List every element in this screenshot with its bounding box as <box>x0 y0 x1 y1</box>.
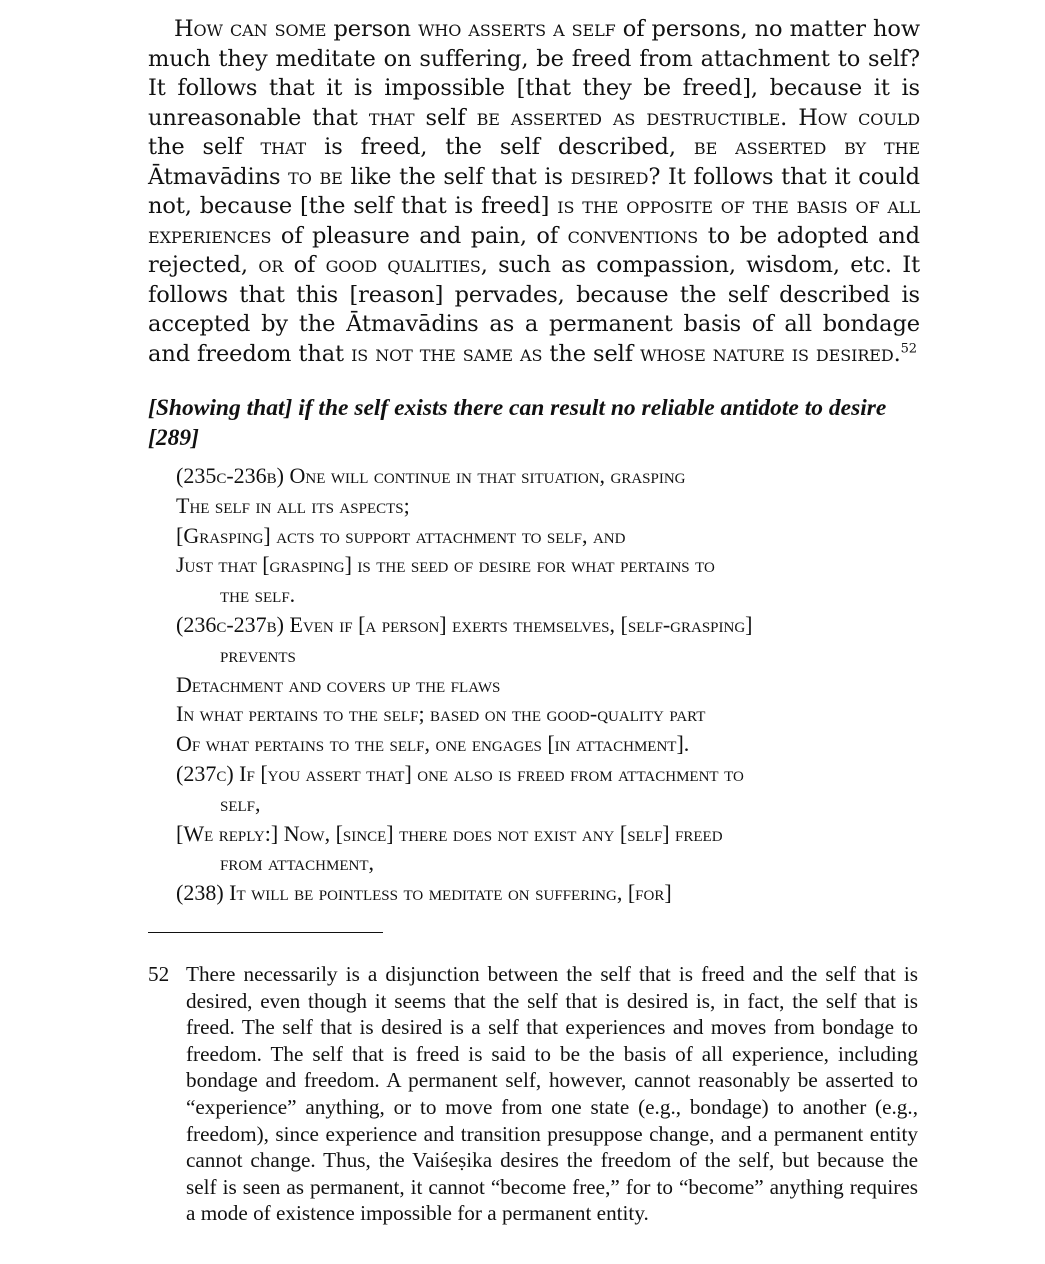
verse-line <box>176 759 916 819</box>
emphasis-text: to be <box>288 163 343 190</box>
body-text: of pleasure and pain, of <box>280 222 559 249</box>
body-text: ? It follows that it could not, because [the self that is freed] <box>148 163 920 219</box>
emphasis-text: who asserts a self <box>418 16 616 42</box>
footnote-divider <box>148 932 383 933</box>
verse-line <box>176 521 916 551</box>
verse-line <box>176 729 916 759</box>
section-heading: [Showing that] if the self exists there can result no reliable antidote to desire [289] <box>148 395 887 451</box>
emphasis-text: is not the same as <box>351 340 543 367</box>
verse-text: The self in all its aspects; <box>176 492 410 518</box>
verse-line <box>176 699 916 729</box>
emphasis-text: conventions <box>567 222 699 249</box>
body-text: of <box>293 252 316 278</box>
verse-block <box>176 461 916 908</box>
emphasis-text: desired <box>570 163 649 190</box>
verse-label: (236c-237b) <box>176 611 284 637</box>
verse-text: One will continue in that situation, grasping <box>289 463 686 488</box>
footnote-text: There necessarily is a disjunction between the self that is freed and the self that is desired, even though it seems that the self that is desired is, in fact, the self that is freed. The self that is desired is a self that experiences and moves from bondage to freedom. The self that is freed is said to be the basis of all experience, including bondage and freedom. A permanent self, however, cannot reasonably be asserted to “experience” anything, or to move from one state (e.g., bondage) to another (e.g., freedom), since experience and transition presuppose change, and a permanent entity cannot change. Thus, the Vaiśeṣika desires the freedom of the self, but because the self is seen as permanent, it cannot “become free,” for to “become” anything requires a mode of existence impossible for a permanent entity. <box>186 962 918 1226</box>
emphasis-text: or <box>258 252 284 278</box>
emphasis-text: good qualities, <box>325 252 488 278</box>
body-text: the self <box>549 340 634 367</box>
body-text: such as compassion, wisdom, etc. It follows that this [reason] pervades, because the self described is accepted by the Ātmavādins as a permanent basis of all bondage and freedom that <box>148 252 921 367</box>
verse-line <box>176 491 916 521</box>
main-paragraph <box>148 15 920 369</box>
verse-label: (237c) <box>176 760 234 786</box>
verse-line <box>176 550 916 610</box>
emphasis-text: whose nature is desired. <box>640 340 901 367</box>
body-text: is freed, the self described, <box>324 134 676 160</box>
verse-continuation: self, <box>220 790 261 816</box>
verse-text: If [you assert that] one also is freed from attachment to <box>239 760 744 786</box>
emphasis-text: that <box>260 134 307 160</box>
footnote-number: 52 <box>148 962 170 986</box>
verse-line <box>176 670 916 700</box>
body-text: to be adopted and rejected, <box>148 222 920 278</box>
body-text: like the self that is <box>350 163 563 190</box>
verse-line <box>176 610 916 670</box>
emphasis-text: that <box>368 104 415 131</box>
body-text: of persons, no matter how much they meditate on suffering, be freed from attachment to self? It follows that it is impossible [that they be freed], because it is unreasonable that <box>148 16 920 131</box>
body-text: person <box>333 16 411 42</box>
verse-line <box>176 819 916 879</box>
emphasis-text: be asserted as destructible. How could <box>476 104 920 131</box>
verse-text: [Grasping] acts to support attachment to self, and <box>176 522 626 548</box>
verse-text: Detachment and covers up the flaws <box>176 671 501 697</box>
verse-text: Just that [grasping] is the seed of desire for what pertains to <box>176 552 715 578</box>
verse-continuation: prevents <box>220 641 296 667</box>
verse-text: [We reply:] Now, [since] there does not exist any [self] freed <box>176 820 723 846</box>
footnote <box>148 961 918 1227</box>
verse-line <box>176 878 916 908</box>
verse-text: Even if [a person] exerts themselves, [self-grasping] <box>289 611 753 637</box>
emphasis-text: How can some <box>174 16 327 42</box>
body-text: the self <box>148 134 243 160</box>
verse-text: Of what pertains to the self, one engages [in attachment]. <box>176 731 690 757</box>
verse-text: In what pertains to the self; based on the good-quality part <box>176 701 706 727</box>
verse-line <box>176 461 916 491</box>
emphasis-text: is the opposite of the basis of all experiences <box>148 193 920 249</box>
verse-label: (235c-236b) <box>176 463 284 488</box>
verse-text: It will be pointless to meditate on suffering, [for] <box>229 880 672 906</box>
body-text: self <box>425 104 466 131</box>
verse-continuation: from attachment, <box>220 850 374 876</box>
emphasis-text: be asserted by the <box>693 134 920 160</box>
footnote-reference[interactable]: 52 <box>900 341 917 356</box>
body-text: Ātmavādins <box>148 163 281 190</box>
verse-continuation: the self. <box>220 582 296 608</box>
verse-label: (238) <box>176 880 224 906</box>
